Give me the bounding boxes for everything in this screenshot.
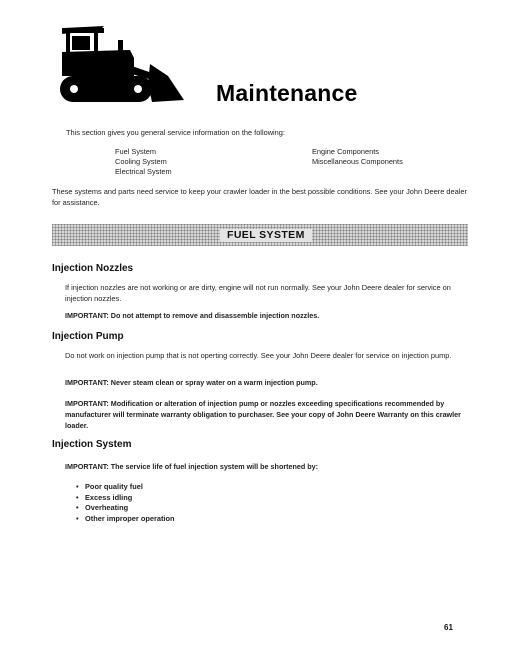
topic-list-right (312, 147, 403, 167)
crawler-loader-icon (60, 24, 185, 109)
list-item: • Excess idling (76, 493, 175, 504)
topic-item: Miscellaneous Components (312, 157, 403, 167)
page-title: Maintenance (216, 80, 358, 106)
heading-injection-system: Injection System (52, 439, 132, 450)
heading-injection-nozzles: Injection Nozzles (52, 263, 134, 274)
nozzles-body: If injection nozzles are not working or are dirty, engine will not run normally. See your John Deere dealer for service on injection nozzles. (65, 283, 451, 303)
heading-injection-pump: Injection Pump (52, 331, 124, 342)
topic-item: Fuel System (115, 147, 157, 156)
section-banner-label: FUEL SYSTEM (220, 229, 312, 242)
page-number: 61 (444, 623, 453, 632)
intro-text: This section gives you general service information on the following: (66, 128, 285, 137)
pump-important-1: IMPORTANT: Never steam clean or spray water on a warm injection pump. (65, 378, 318, 387)
topic-item: Cooling System (115, 157, 167, 167)
nozzles-important: IMPORTANT: Do not attempt to remove and disassemble injection nozzles. (65, 311, 320, 320)
topic-list-left (115, 147, 172, 178)
list-item: • Other improper operation (76, 514, 175, 525)
list-item: • Overheating (76, 503, 175, 514)
pump-important-2: IMPORTANT: Modification or alteration of injection pump or nozzles exceeding specifications recommended by manufacturer will terminate warranty obligation to purchaser. See your copy of John Deere Warranty on this crawler loader. (65, 399, 461, 430)
topic-item: Electrical System (115, 167, 172, 177)
pump-body: Do not work on injection pump that is not operting correctly. See your John Deere dealer for service on injection pump. (65, 351, 452, 360)
list-item: • Poor quality fuel (76, 482, 175, 493)
system-important: IMPORTANT: The service life of fuel injection system will be shortened by: (65, 462, 319, 471)
topic-item: Engine Components (312, 147, 379, 156)
systems-note: These systems and parts need service to keep your crawler loader in the best possible conditions. See your John Deere dealer for assistance. (52, 187, 467, 207)
shortened-by-list (76, 482, 175, 524)
